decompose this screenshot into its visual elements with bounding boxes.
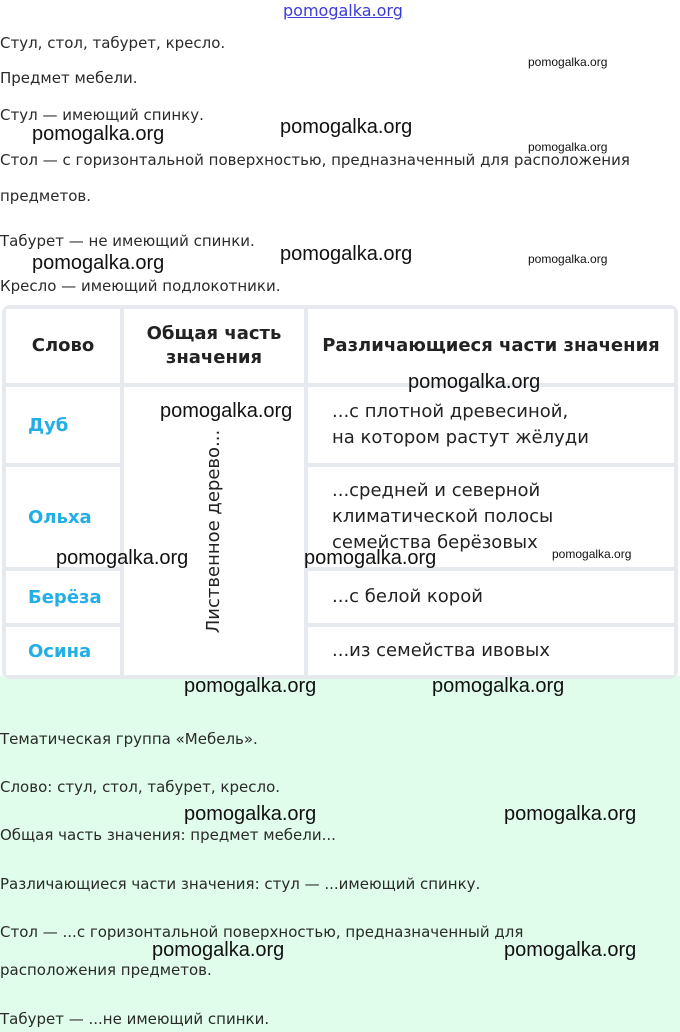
intro-line-words: Стул, стол, табурет, кресло. [0,34,226,52]
watermark: pomogalka.org [504,803,637,825]
intro-line-common: Предмет мебели. [0,69,138,87]
row-word-birch: Берёза [6,571,120,623]
watermark: pomogalka.org [280,243,413,265]
word-meaning-table [2,305,678,679]
answer-line-common: Общая часть значения: предмет мебели... [0,826,336,844]
watermark: pomogalka.org [528,55,608,69]
answer-line-words: Слово: стул, стол, табурет, кресло. [0,778,281,796]
watermark: pomogalka.org [160,400,293,422]
watermark: pomogalka.org [432,675,565,697]
intro-line-table: Стол — с горизонтальной поверхностью, предназначенный для расположения [0,151,630,169]
watermark: pomogalka.org [32,123,165,145]
header-diff: Различающиеся части значения [308,309,674,383]
watermark: pomogalka.org [408,371,541,393]
row-diff-oak: ...с плотной древесиной, на котором растут жёлуди [308,387,674,463]
watermark: pomogalka.org [528,140,608,154]
watermark: pomogalka.org [528,252,608,266]
watermark: pomogalka.org [184,803,317,825]
watermark: pomogalka.org [304,547,437,569]
answer-line-group: Тематическая группа «Мебель». [0,730,258,748]
row-word-oak: Дуб [6,387,120,463]
common-meaning-text: Лиственное дерево... [203,429,225,633]
watermark: pomogalka.org [56,547,189,569]
intro-line-chair: Стул — имеющий спинку. [0,106,204,124]
common-meaning-cell [124,387,304,675]
watermark: pomogalka.org [184,675,317,697]
intro-line-stool: Табурет — не имеющий спинки. [0,232,255,250]
row-word-aspen: Осина [6,627,120,675]
row-word-alder: Ольха [6,467,120,567]
row-diff-birch: ...с белой корой [308,571,674,623]
intro-line-armchair: Кресло — имеющий подлокотники. [0,277,281,295]
header-common: Общая часть значения [124,309,304,383]
watermark: pomogalka.org [32,252,165,274]
watermark: pomogalka.org [552,547,632,561]
watermark: pomogalka.org [504,939,637,961]
site-link[interactable]: pomogalka.org [283,1,403,20]
row-diff-alder: ...средней и северной климатической полосы семейства берёзовых [308,467,674,567]
answer-line-diff: Различающиеся части значения: стул — ...имеющий спинку. [0,875,481,893]
answer-line-stool: Табурет — ...не имеющий спинки. [0,1010,270,1028]
answer-line-table-cont: расположения предметов. [0,961,212,979]
row-diff-aspen: ...из семейства ивовых [308,627,674,675]
intro-line-table-cont: предметов. [0,187,91,205]
watermark: pomogalka.org [280,116,413,138]
header-word: Слово [6,309,120,383]
watermark: pomogalka.org [152,939,285,961]
answer-line-table: Стол — ...с горизонтальной поверхностью, предназначенный для [0,923,524,941]
